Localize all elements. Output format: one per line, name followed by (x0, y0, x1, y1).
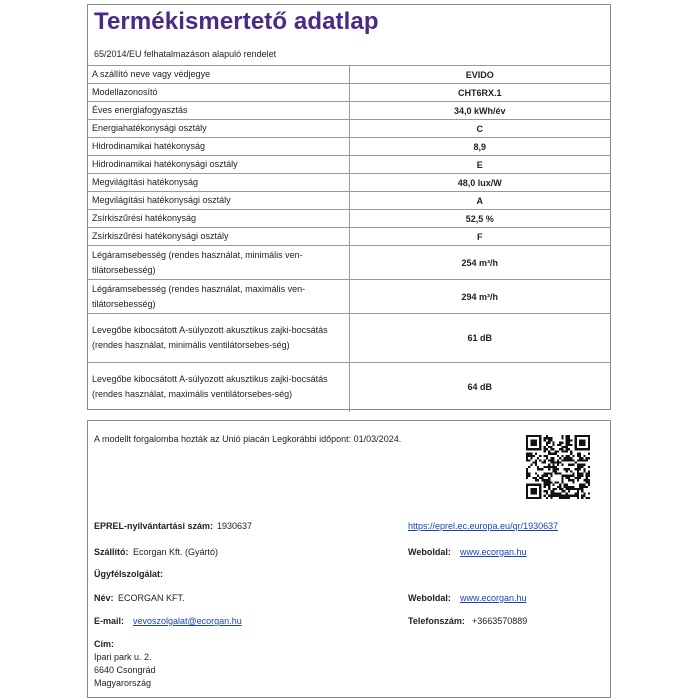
address-line: Ipari park u. 2. (94, 652, 152, 662)
website-label: Weboldal: (408, 547, 451, 557)
row-label: Légáramsebesség (rendes használat, maximális ven-tilátorsebesség) (88, 280, 349, 314)
eprel-number: 1930637 (217, 521, 253, 531)
customer-service-label: Ügyfélszolgálat: (94, 569, 164, 579)
spec-table (88, 65, 610, 412)
phone-value: +3663570889 (472, 616, 528, 626)
table-row (88, 314, 610, 363)
row-label: Modellazonosító (88, 84, 349, 102)
row-label: Éves energiafogyasztás (88, 102, 349, 120)
qr-code-icon (526, 435, 590, 499)
eprel-label: EPREL-nyilvántartási szám: (94, 521, 214, 531)
table-row (88, 138, 610, 156)
row-label: Zsírkiszűrési hatékonyság (88, 210, 349, 228)
row-value: E (349, 156, 610, 174)
supplier-value: Ecorgan Kft. (Gyártó) (133, 547, 219, 557)
row-value: F (349, 228, 610, 246)
table-row (88, 156, 610, 174)
table-row (88, 246, 610, 280)
website2-label: Weboldal: (408, 593, 451, 603)
row-label: Megvilágítási hatékonysági osztály (88, 192, 349, 210)
row-label: Hidrodinamikai hatékonysági osztály (88, 156, 349, 174)
row-label: Levegőbe kibocsátott A-súlyozott akusztikus zajki-bocsátás (rendes használat, minimális ventilátorsebes-ség) (88, 314, 349, 363)
table-row (88, 363, 610, 412)
row-value: C (349, 120, 610, 138)
row-value: 64 dB (349, 363, 610, 412)
row-label: Megvilágítási hatékonyság (88, 174, 349, 192)
address-line: 6640 Csongrád (94, 665, 156, 675)
row-label: Légáramsebesség (rendes használat, minimális ven-tilátorsebesség) (88, 246, 349, 280)
product-fiche-card (87, 4, 611, 410)
table-row (88, 102, 610, 120)
table-row (88, 280, 610, 314)
name-value: ECORGAN KFT. (118, 593, 185, 603)
address-line: Magyarország (94, 678, 152, 688)
row-value: 52,5 % (349, 210, 610, 228)
name-label: Név: (94, 593, 114, 603)
row-label: A szállító neve vagy védjegye (88, 66, 349, 84)
market-placement-text: A modellt forgalomba hozták az Unió piacán Legkorábbi időpont: 01/03/2024. (94, 434, 402, 444)
row-value: 294 m³/h (349, 280, 610, 314)
row-value: 61 dB (349, 314, 610, 363)
row-label: Zsírkiszűrési hatékonysági osztály (88, 228, 349, 246)
row-value: 34,0 kWh/év (349, 102, 610, 120)
row-label: Energiahatékonysági osztály (88, 120, 349, 138)
row-value: EVIDO (349, 66, 610, 84)
row-label: Levegőbe kibocsátott A-súlyozott akusztikus zajki-bocsátás (rendes használat, maximális ventilátorsebes-ség) (88, 363, 349, 412)
table-row (88, 120, 610, 138)
table-row (88, 66, 610, 84)
supplier-label: Szállító: (94, 547, 129, 557)
row-value: A (349, 192, 610, 210)
supplier-info-card (87, 420, 611, 698)
row-value: 8,9 (349, 138, 610, 156)
table-row (88, 228, 610, 246)
phone-label: Telefonszám: (408, 616, 465, 626)
row-value: CHT6RX.1 (349, 84, 610, 102)
eprel-link[interactable]: https://eprel.ec.europa.eu/qr/1930637 (408, 521, 559, 531)
email-link[interactable]: vevoszolgalat@ecorgan.hu (133, 616, 242, 626)
row-value: 48,0 lux/W (349, 174, 610, 192)
row-label: Hidrodinamikai hatékonyság (88, 138, 349, 156)
email-label: E-mail: (94, 616, 125, 626)
table-row (88, 192, 610, 210)
address-label: Cím: (94, 639, 114, 649)
table-row (88, 210, 610, 228)
website2-link[interactable]: www.ecorgan.hu (460, 593, 527, 603)
page-title: Termékismertető adatlap (94, 8, 379, 35)
table-row (88, 84, 610, 102)
row-value: 254 m³/h (349, 246, 610, 280)
table-row (88, 174, 610, 192)
regulation-subtitle: 65/2014/EU felhatalmazáson alapuló rendelet (94, 49, 277, 59)
website-link[interactable]: www.ecorgan.hu (460, 547, 527, 557)
